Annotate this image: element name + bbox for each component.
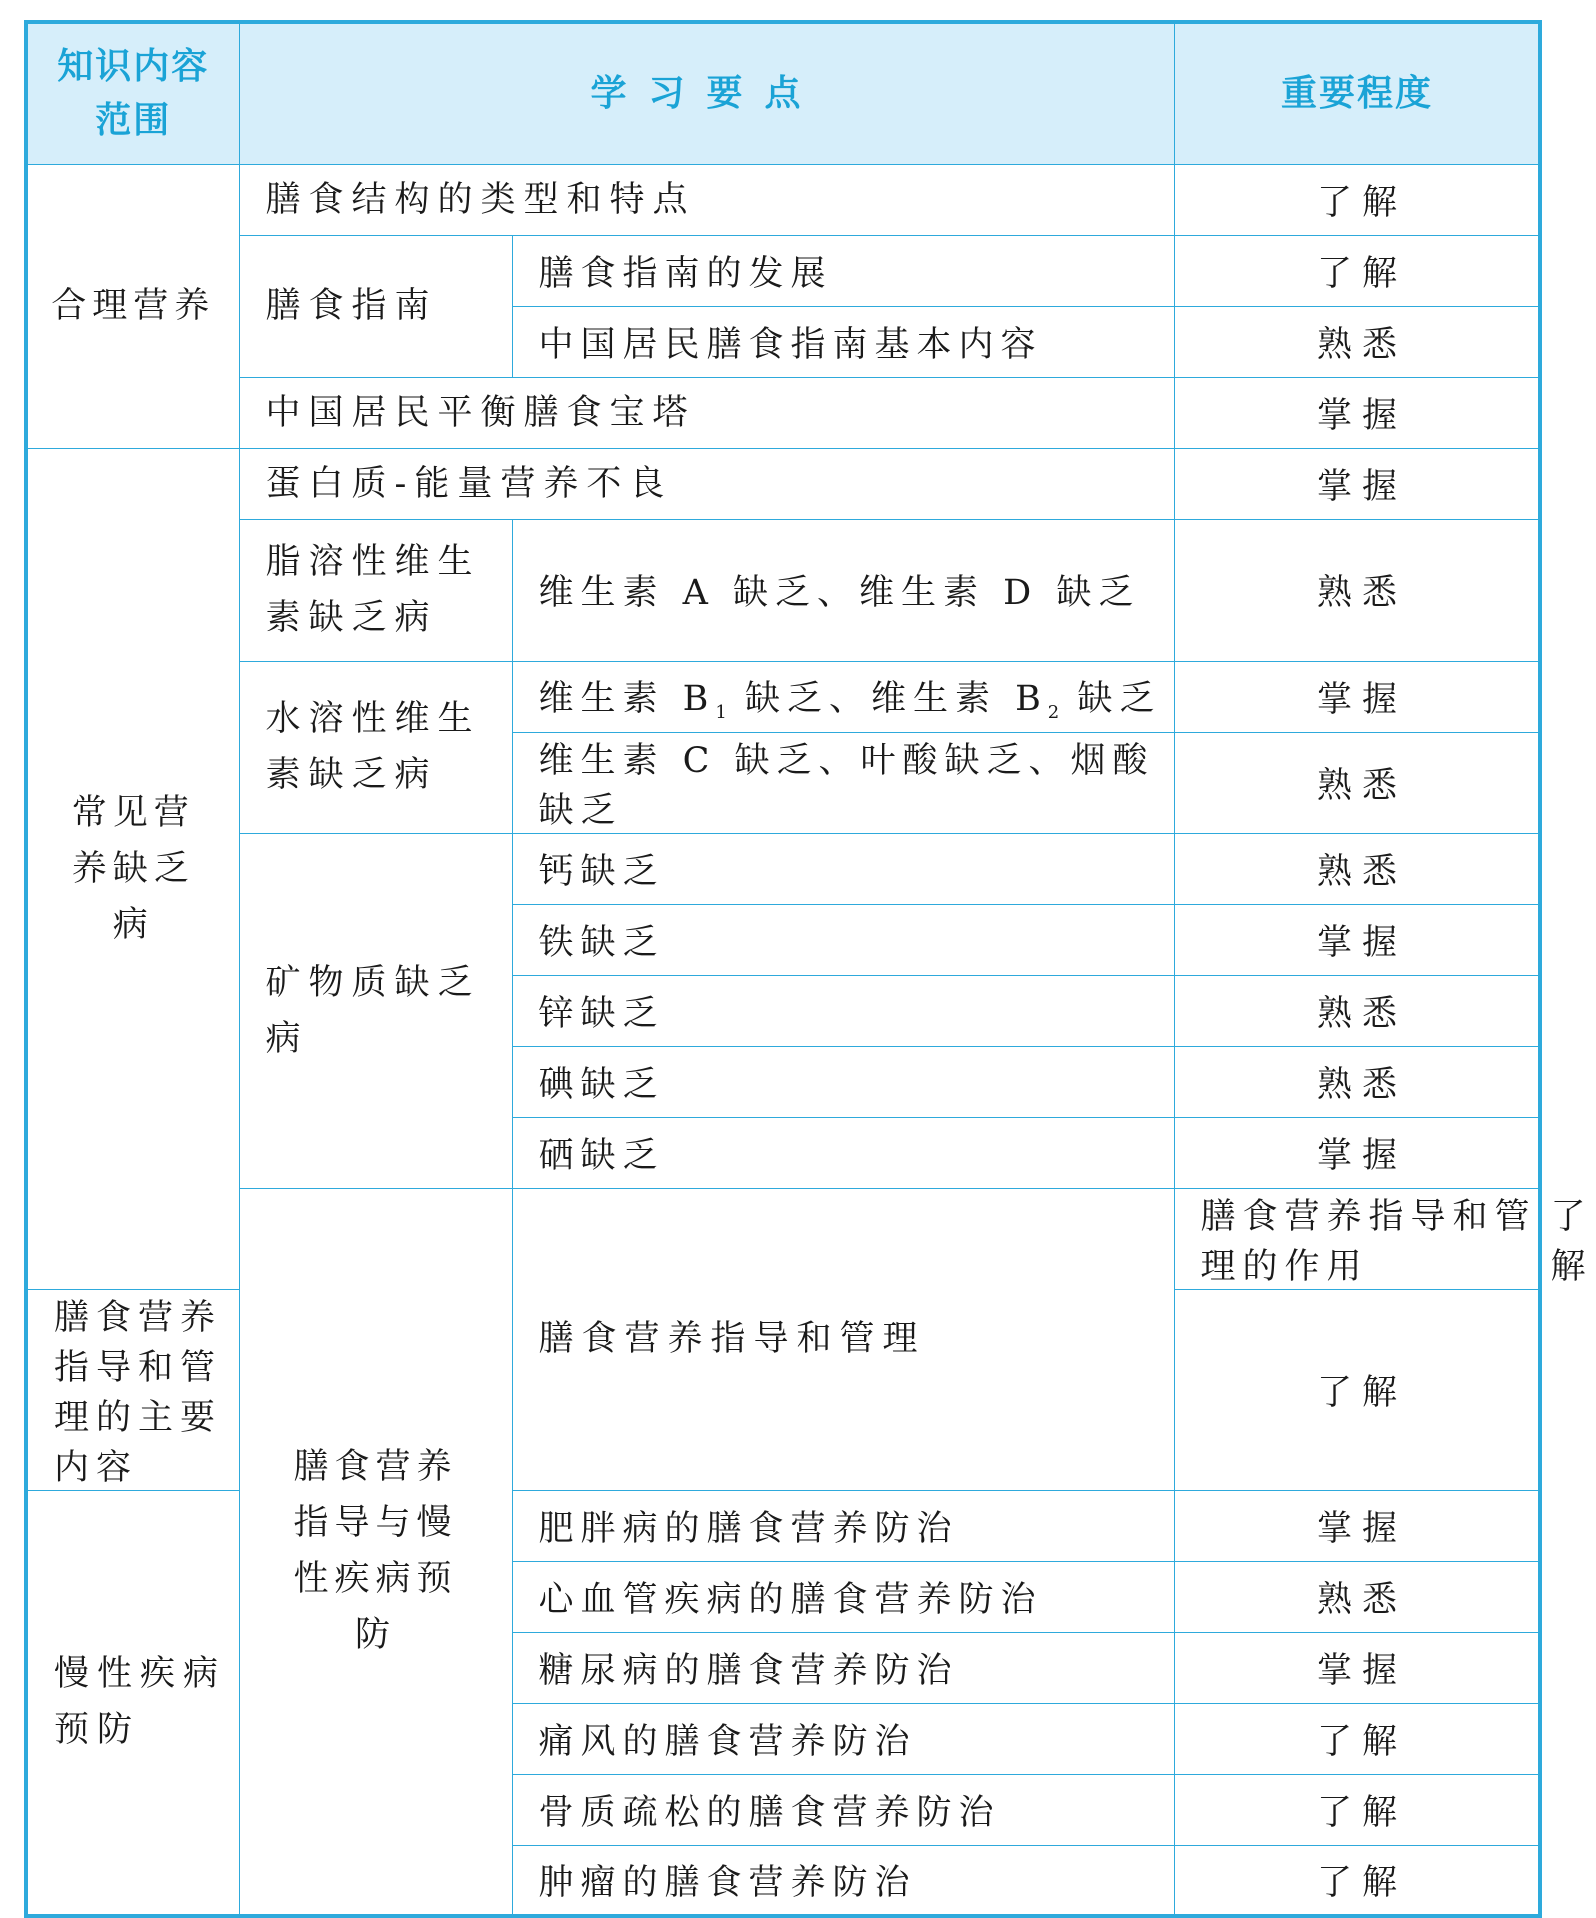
study-guide-table-wrap	[24, 20, 1596, 1903]
point-cell: 蛋白质-能量营养不良	[239, 448, 1174, 519]
level-cell: 掌握	[1174, 661, 1540, 732]
point-cell: 中国居民平衡膳食宝塔	[239, 377, 1174, 448]
point-cell: 硒缺乏	[512, 1117, 1174, 1188]
header-importance: 重要程度	[1174, 22, 1540, 164]
point-cell: 肥胖病的膳食营养防治	[512, 1490, 1174, 1561]
table-row	[26, 377, 1540, 448]
level-cell: 熟悉	[1174, 833, 1540, 904]
level-cell: 熟悉	[1174, 1046, 1540, 1117]
group-cell: 慢性疾病预防	[26, 1490, 239, 1916]
header-scope: 知识内容范围	[26, 22, 239, 164]
point-cell: 碘缺乏	[512, 1046, 1174, 1117]
scope-cell: 膳食营养指导与慢性疾病预防	[239, 1188, 512, 1916]
scope-cell: 合理营养	[26, 164, 239, 448]
level-cell: 了解	[1174, 1845, 1540, 1916]
level-cell: 熟悉	[1174, 975, 1540, 1046]
point-cell: 心血管疾病的膳食营养防治	[512, 1561, 1174, 1632]
point-cell: 维生素 C 缺乏、叶酸缺乏、烟酸缺乏	[512, 732, 1174, 833]
level-cell: 熟悉	[1174, 306, 1540, 377]
header-points: 学习要点	[239, 22, 1174, 164]
level-cell: 掌握	[1174, 904, 1540, 975]
level-cell: 了解	[1174, 235, 1540, 306]
level-cell: 掌握	[1174, 377, 1540, 448]
scope-cell: 常见营养缺乏病	[26, 448, 239, 1289]
table-row: 膳食营养指导与慢性疾病预防 膳食营养指导和管理 膳食营养指导和管理的作用 了解	[26, 1188, 1540, 1289]
point-cell: 膳食营养指导和管理的作用	[1174, 1188, 1540, 1289]
table-row	[26, 235, 1540, 306]
group-cell: 脂溶性维生素缺乏病	[239, 519, 512, 661]
level-cell: 了解	[1174, 164, 1540, 235]
point-cell: 锌缺乏	[512, 975, 1174, 1046]
group-cell: 水溶性维生素缺乏病	[239, 661, 512, 833]
level-cell: 掌握	[1174, 1490, 1540, 1561]
point-cell: 骨质疏松的膳食营养防治	[512, 1774, 1174, 1845]
point-cell: 中国居民膳食指南基本内容	[512, 306, 1174, 377]
table-row	[26, 448, 1540, 519]
level-cell: 了解	[1174, 1289, 1540, 1490]
level-cell: 掌握	[1174, 448, 1540, 519]
level-cell: 熟悉	[1174, 1561, 1540, 1632]
group-cell: 矿物质缺乏病	[239, 833, 512, 1188]
point-cell: 铁缺乏	[512, 904, 1174, 975]
point-cell: 钙缺乏	[512, 833, 1174, 904]
point-cell: 维生素 $B_1$ 缺乏、维生素 $B_2$ 缺乏	[512, 661, 1174, 732]
group-cell: 膳食营养指导和管理	[512, 1188, 1174, 1490]
point-cell: 膳食营养指导和管理的主要内容	[26, 1289, 239, 1490]
point-cell: 维生素 A 缺乏、维生素 D 缺乏	[512, 519, 1174, 661]
header-row	[26, 22, 1540, 164]
level-cell: 熟悉	[1174, 519, 1540, 661]
level-cell: 熟悉	[1174, 732, 1540, 833]
point-cell: 痛风的膳食营养防治	[512, 1703, 1174, 1774]
point-cell: 糖尿病的膳食营养防治	[512, 1632, 1174, 1703]
point-cell: 膳食结构的类型和特点	[239, 164, 1174, 235]
point-cell: 膳食指南的发展	[512, 235, 1174, 306]
level-cell: 了解	[1174, 1774, 1540, 1845]
group-cell: 膳食指南	[239, 235, 512, 377]
level-cell: 掌握	[1174, 1632, 1540, 1703]
study-guide-table	[24, 20, 1596, 1918]
table-row	[26, 519, 1540, 661]
table-row	[26, 661, 1540, 732]
point-cell: 肿瘤的膳食营养防治	[512, 1845, 1174, 1916]
level-cell: 了解	[1174, 1703, 1540, 1774]
table-row	[26, 164, 1540, 235]
table-row	[26, 833, 1540, 904]
level-cell: 掌握	[1174, 1117, 1540, 1188]
